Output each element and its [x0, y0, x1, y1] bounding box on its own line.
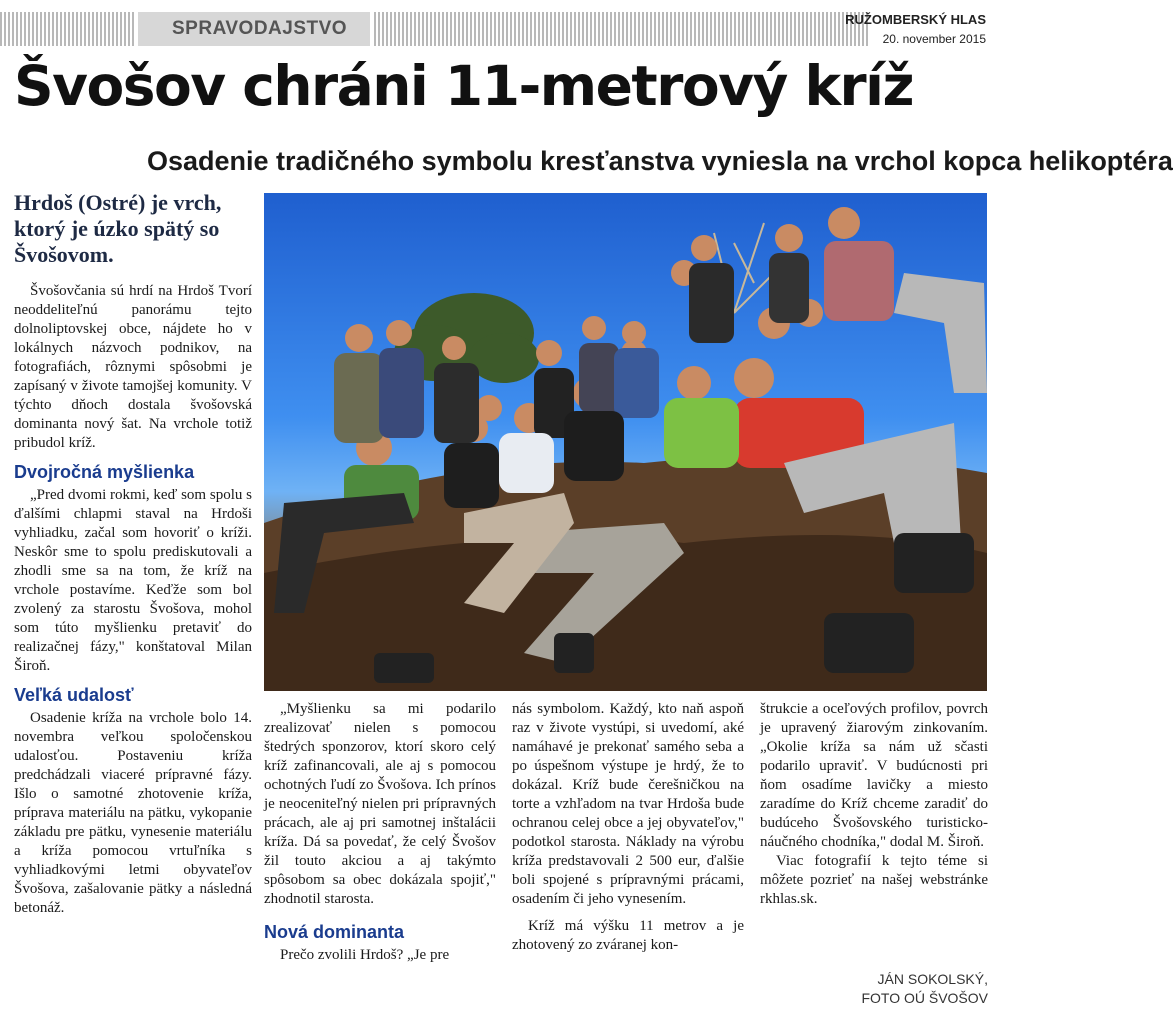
body-paragraph: „Pred dvomi rokmi, keď som spolu s ďalšími chlapmi staval na Hrdoši vyhliadku, začal som hovoriť o kríži. Neskôr sme to spolu prediskutovali a zhodli sme sa na tom, že kríž na vrchole postavíme. Keďže som bol zvolený za starostu Švošova, mohol som túto myšlienku pretaviť do realizačnej fázy," konštatoval Milan Široň.	[14, 487, 252, 674]
body-paragraph: nás symbolom. Každý, kto naň aspoň raz v živote vystúpi, si uvedomí, aké namáhavé je prekonať samého seba a po úspešnom výstupe je hrdý, že to dokázal. Kríž bude čerešničkou na torte a vzhľadom na tvar Hrdoša bude ochranou celej obce a jej obyvateľov," podotkol starosta. Náklady na výrobu kríža predstavovali 2 500 eur, ďalšie boli spojené s prípravnými prácami, osadením či jeho vynesením.	[512, 701, 744, 907]
body-paragraph: Švošovčania sú hrdí na Hrdoš Tvorí neoddeliteľnú panorámu tejto dolnoliptovskej obce, nájdete ho v lokálnych názvoch podnikov, na fotografiách, rôznymi spôsobmi je zapísaný v živote tamojšej komunity. V týchto dňoch dostala švošovská dominanta nový šat. Na vrchole totiž pribudol kríž.	[14, 283, 252, 451]
header-stripes-left	[0, 12, 136, 46]
headline: Švošov chráni 11-metrový kríž	[14, 54, 914, 118]
body-paragraph: Viac fotografií k tejto téme si môžete pozrieť na našej webstránke rkhlas.sk.	[760, 853, 988, 907]
body-paragraph: štrukcie a oceľových profilov, povrch je upravený žiarovým zinkovaním. „Okolie kríža sa nám už sčasti podarilo upraviť. V budúcnosti pri ňom osadíme lavičky a miesto zaradíme do Kríž chceme zaradiť do budúceho Švošovského turisticko-náučného chodníka," dodal M. Široň.	[760, 701, 988, 850]
newspaper-name: RUŽOMBERSKÝ HLAS	[845, 12, 986, 27]
section-label: SPRAVODAJSTVO	[138, 12, 370, 46]
lead-paragraph: Hrdoš (Ostré) je vrch, ktorý je úzko spätý so Švošovom.	[14, 190, 222, 267]
subheadline: Osadenie tradičného symbolu kresťanstva vyniesla na vrchol kopca helikoptéra	[147, 146, 1173, 176]
byline	[760, 970, 988, 1008]
body-paragraph: Kríž má výšku 11 metrov a je zhotovený zo zváranej kon-	[512, 918, 744, 953]
article-column-3	[512, 700, 744, 955]
group-photo-illustration	[264, 193, 987, 691]
article-column-1	[14, 190, 252, 918]
section-subtitle: Nová dominanta	[264, 922, 405, 942]
author-name: JÁN SOKOLSKÝ,	[877, 971, 988, 987]
article-column-2	[264, 700, 496, 965]
section-subtitle: Dvojročná myšlienka	[14, 462, 195, 482]
header-stripes-right	[374, 12, 868, 46]
page-header	[0, 10, 1004, 48]
section-subtitle: Veľká udalosť	[14, 685, 134, 705]
issue-date: 20. november 2015	[882, 32, 986, 46]
body-paragraph: „Myšlienku sa mi podarilo zrealizovať nielen s pomocou štedrých sponzorov, ktorí skoro celý kríž zafinancovali, ale aj s pomocou ochotných ľudí zo Švošova. Ich prínos je neoceniteľný nielen pri prípravných prácach, ale aj pri samotnej inštalácii kríža. Dá sa povedať, že celý Švošov žil touto akciou a aj takýmto spôsobom sa obec dokázala spojiť," zhodnotil starosta.	[264, 701, 496, 907]
photo-credit: FOTO OÚ ŠVOŠOV	[861, 990, 988, 1006]
article-column-4	[760, 700, 988, 909]
body-paragraph: Prečo zvolili Hrdoš? „Je pre	[280, 947, 450, 963]
body-paragraph: Osadenie kríža na vrchole bolo 14. novembra veľkou spoločenskou udalosťou. Postaveniu kríža predchádzali viaceré prípravné fázy. Išlo o samotné zhotovenie kríža, príprava materiálu na pätku, vykopanie základu pre pätku, vynesenie materiálu a kríža pomocou vrtuľníka s vyhliadkovými letmi obyvateľov Švošova, zašalovanie pätky a následná betonáž.	[14, 710, 252, 916]
article-photo	[264, 193, 987, 691]
